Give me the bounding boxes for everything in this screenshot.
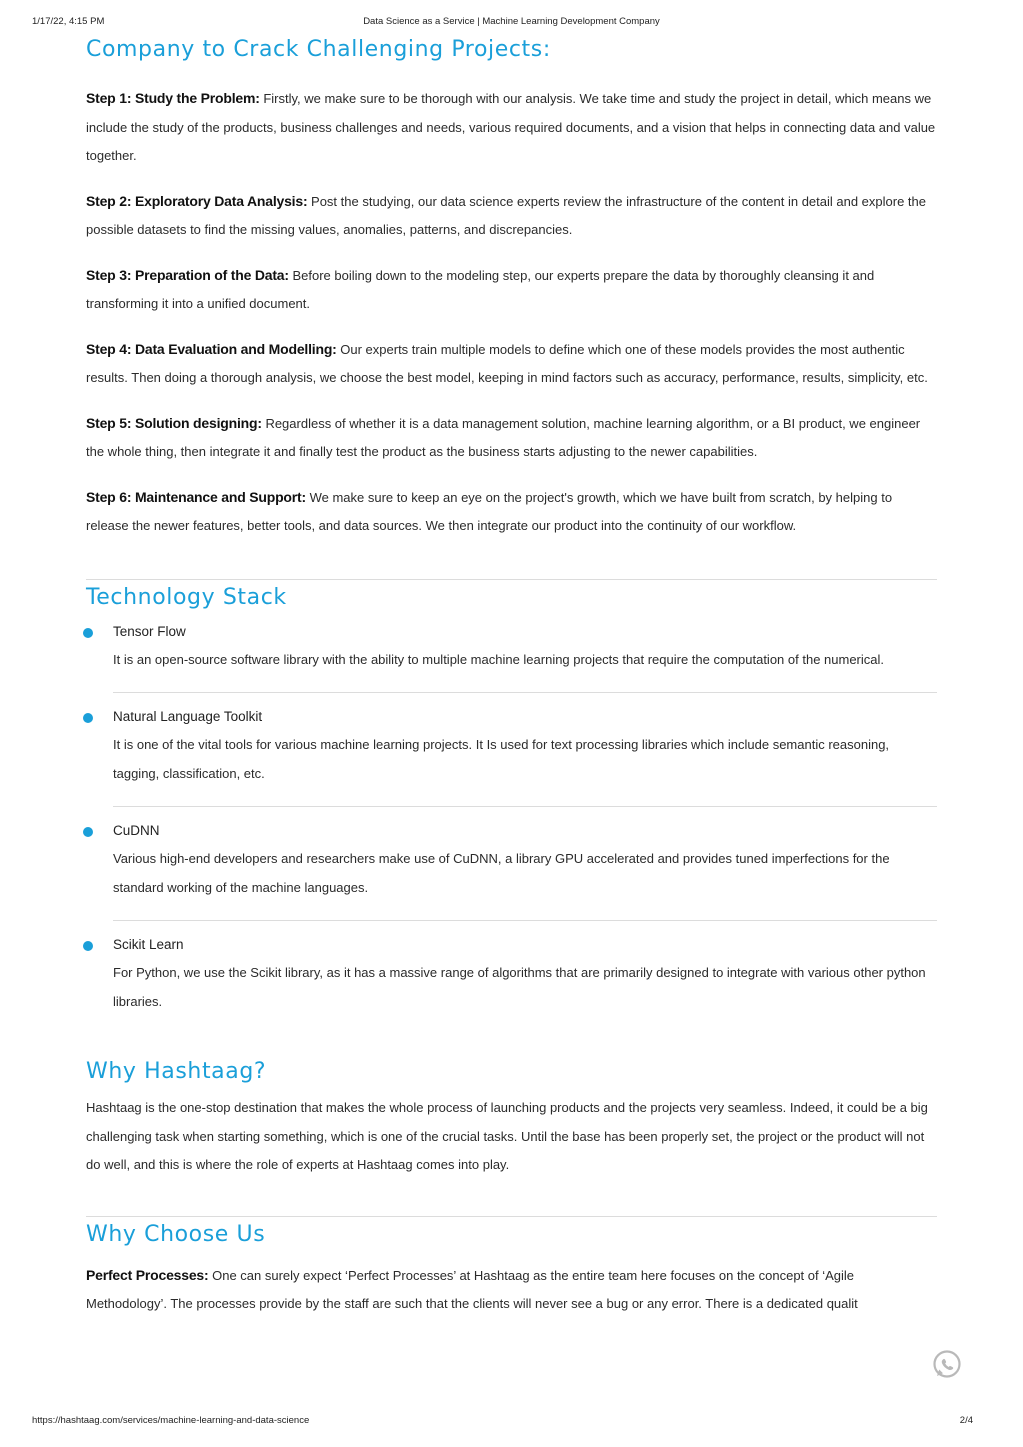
bullet-dot-icon — [83, 827, 93, 837]
print-header — [32, 16, 991, 30]
tech-stack-heading: Technology Stack — [86, 584, 287, 610]
step-3 — [86, 261, 937, 319]
process-steps — [86, 84, 937, 541]
tech-item-scikit-learn — [86, 933, 937, 1016]
perfect-processes-label: Perfect Processes: — [86, 1266, 209, 1283]
tech-item-name: Tensor Flow — [113, 623, 186, 639]
step-6 — [86, 483, 937, 541]
step-4-label: Step 4: Data Evaluation and Modelling: — [86, 340, 337, 357]
process-heading: Company to Crack Challenging Projects: — [86, 37, 551, 62]
bullet-dot-icon — [83, 941, 93, 951]
whatsapp-icon[interactable] — [932, 1349, 962, 1379]
tech-item-name: Scikit Learn — [113, 937, 184, 952]
why-choose-heading: Why Choose Us — [86, 1221, 266, 1247]
divider — [86, 579, 937, 580]
bullet-dot-icon — [83, 713, 93, 723]
step-2-text: Post the studying, our data science experts review the infrastructure of the content in detail and explore the possible datasets to find the missing values, anomalies, patterns, and discrepancies. — [86, 193, 927, 237]
step-1-label: Step 1: Study the Problem: — [86, 90, 260, 106]
divider — [113, 692, 937, 693]
page-number: 2/4 — [959, 1415, 973, 1426]
tech-item-nltk — [86, 705, 937, 807]
bullet-dot-icon — [83, 628, 93, 638]
tech-item-desc: It is one of the vital tools for various machine learning projects. It Is used for text processing libraries which include semantic reasoning, tagging, classification, etc. — [113, 737, 890, 781]
divider — [113, 920, 937, 921]
step-3-label: Step 3: Preparation of the Data: — [86, 266, 289, 283]
tech-item-cudnn — [86, 819, 937, 921]
step-1 — [86, 84, 937, 171]
step-5 — [86, 409, 937, 467]
step-4-text: Our experts train multiple models to define which one of these models provides the most authentic results. Then doing a thorough analysis, we choose the best model, keeping in mind factors such as accuracy, performance, results, simplicity, etc. — [86, 341, 928, 385]
perfect-processes-text: One can surely expect ‘Perfect Processes’ at Hashtaag as the entire team here focuses on the concept of ‘Agile Methodology’. The processes provide by the staff are such that the clients will never see a bug or any error. There is a dedicated qualit — [86, 1267, 858, 1311]
step-2 — [86, 187, 937, 245]
print-title: Data Science as a Service | Machine Learning Development Company — [363, 16, 660, 27]
tech-item-name: CuDNN — [113, 823, 160, 838]
page-content — [86, 34, 937, 1319]
why-hashtaag-text: Hashtaag is the one-stop destination that makes the whole process of launching products and the projects very seamless. Indeed, it could be a big challenging task when starting something, which is one of the crucial tasks. Until the base has been properly set, the project or the product will not do well, and this is where the role of experts at Hashtaag comes into play. — [86, 1100, 928, 1172]
step-6-label: Step 6: Maintenance and Support: — [86, 488, 306, 505]
step-3-text: Before boiling down to the modeling step, our experts prepare the data by thoroughly cleansing it and transforming it into a unified document. — [86, 267, 875, 311]
step-1-text: Firstly, we make sure to be thorough with our analysis. We take time and study the project in detail, which means we include the study of the products, business challenges and needs, various required documents, and a vision that helps in connecting data and value together. — [86, 91, 936, 163]
why-choose-text — [86, 1261, 937, 1319]
print-footer — [32, 1415, 991, 1429]
divider — [113, 806, 937, 807]
tech-item-desc: For Python, we use the Scikit library, as it has a massive range of algorithms that are primarily designed to integrate with various other python libraries. — [113, 965, 926, 1009]
print-url: https://hashtaag.com/services/machine-learning-and-data-science — [32, 1415, 310, 1426]
step-2-label: Step 2: Exploratory Data Analysis: — [86, 192, 308, 209]
cropped-text-line — [86, 1408, 356, 1414]
step-5-label: Step 5: Solution designing: — [86, 414, 262, 431]
tech-item-name: Natural Language Toolkit — [113, 709, 263, 724]
tech-item-desc: It is an open-source software library with the ability to multiple machine learning projects that require the computation of the numerical. — [113, 651, 884, 667]
tech-item-desc: Various high-end developers and researchers make use of CuDNN, a library GPU accelerated and provides tuned imperfections for the standard working of the machine languages. — [113, 851, 890, 895]
print-date: 1/17/22, 4:15 PM — [32, 16, 105, 27]
step-5-text: Regardless of whether it is a data management solution, machine learning algorithm, or a BI product, we engineer the whole thing, then integrate it and finally test the product as the business starts adjusting to the newer capabilities. — [86, 415, 921, 459]
divider — [86, 1216, 937, 1217]
step-6-text: We make sure to keep an eye on the project's growth, which we have built from scratch, by helping to release the newer features, better tools, and data sources. We then integrate our product into the continuity of our workflow. — [86, 489, 893, 533]
tech-item-tensorflow — [86, 620, 937, 694]
why-hashtaag-heading: Why Hashtaag? — [86, 1059, 267, 1084]
step-4 — [86, 335, 937, 393]
